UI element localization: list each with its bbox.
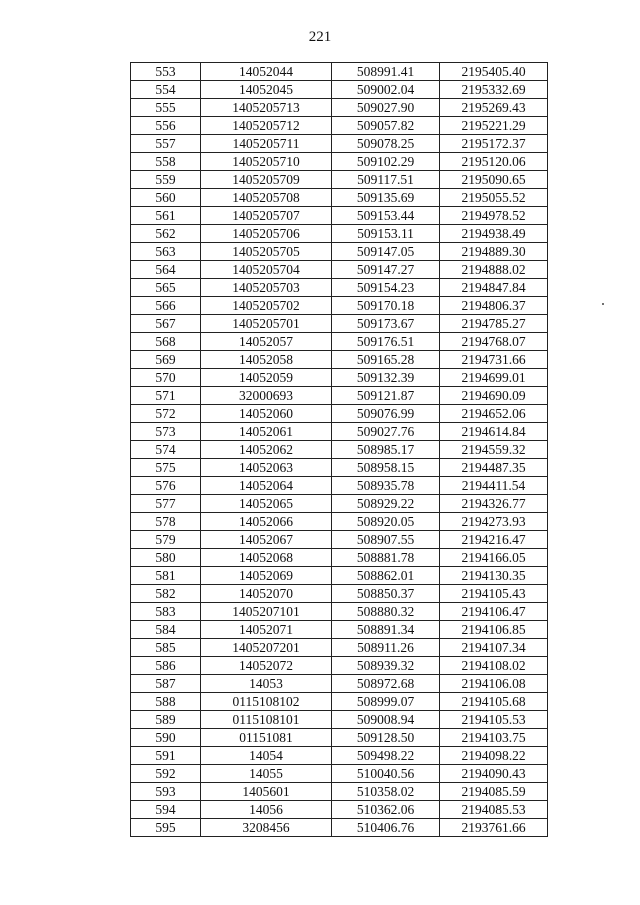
row-number-cell: 557 [131, 135, 201, 153]
row-number-cell: 570 [131, 369, 201, 387]
row-number-cell: 564 [131, 261, 201, 279]
y-coordinate-cell: 2194785.27 [440, 315, 548, 333]
point-code-cell: 14052058 [201, 351, 332, 369]
y-coordinate-cell: 2194978.52 [440, 207, 548, 225]
row-number-cell: 591 [131, 747, 201, 765]
x-coordinate-cell: 509078.25 [332, 135, 440, 153]
y-coordinate-cell: 2194103.75 [440, 729, 548, 747]
point-code-cell: 1405207201 [201, 639, 332, 657]
x-coordinate-cell: 509153.44 [332, 207, 440, 225]
y-coordinate-cell: 2195269.43 [440, 99, 548, 117]
table-row [131, 243, 548, 261]
y-coordinate-cell: 2194166.05 [440, 549, 548, 567]
y-coordinate-cell: 2194559.32 [440, 441, 548, 459]
point-code-cell: 3208456 [201, 819, 332, 837]
x-coordinate-cell: 508929.22 [332, 495, 440, 513]
table-row [131, 153, 548, 171]
row-number-cell: 584 [131, 621, 201, 639]
row-number-cell: 593 [131, 783, 201, 801]
y-coordinate-cell: 2194768.07 [440, 333, 548, 351]
table-row [131, 333, 548, 351]
table-row [131, 765, 548, 783]
row-number-cell: 581 [131, 567, 201, 585]
y-coordinate-cell: 2194216.47 [440, 531, 548, 549]
point-code-cell: 1405205704 [201, 261, 332, 279]
x-coordinate-cell: 508850.37 [332, 585, 440, 603]
point-code-cell: 14052069 [201, 567, 332, 585]
y-coordinate-cell: 2195221.29 [440, 117, 548, 135]
table-row [131, 567, 548, 585]
point-code-cell: 14052071 [201, 621, 332, 639]
x-coordinate-cell: 509498.22 [332, 747, 440, 765]
x-coordinate-cell: 508920.05 [332, 513, 440, 531]
point-code-cell: 14054 [201, 747, 332, 765]
table-row [131, 99, 548, 117]
y-coordinate-cell: 2194938.49 [440, 225, 548, 243]
x-coordinate-cell: 508907.55 [332, 531, 440, 549]
x-coordinate-cell: 508972.68 [332, 675, 440, 693]
point-code-cell: 14055 [201, 765, 332, 783]
x-coordinate-cell: 509165.28 [332, 351, 440, 369]
row-number-cell: 575 [131, 459, 201, 477]
table-row [131, 387, 548, 405]
x-coordinate-cell: 508991.41 [332, 63, 440, 81]
x-coordinate-cell: 509128.50 [332, 729, 440, 747]
page-number: 221 [308, 29, 332, 45]
point-code-cell: 1405205705 [201, 243, 332, 261]
point-code-cell: 14052057 [201, 333, 332, 351]
y-coordinate-cell: 2194108.02 [440, 657, 548, 675]
x-coordinate-cell: 509147.27 [332, 261, 440, 279]
point-code-cell: 1405205711 [201, 135, 332, 153]
table-row [131, 63, 548, 81]
y-coordinate-cell: 2194652.06 [440, 405, 548, 423]
coordinates-table-body [131, 63, 548, 837]
row-number-cell: 568 [131, 333, 201, 351]
y-coordinate-cell: 2194090.43 [440, 765, 548, 783]
x-coordinate-cell: 509154.23 [332, 279, 440, 297]
table-row [131, 783, 548, 801]
table-row [131, 801, 548, 819]
point-code-cell: 14052059 [201, 369, 332, 387]
row-number-cell: 589 [131, 711, 201, 729]
y-coordinate-cell: 2194085.53 [440, 801, 548, 819]
row-number-cell: 586 [131, 657, 201, 675]
point-code-cell: 14056 [201, 801, 332, 819]
table-row [131, 225, 548, 243]
point-code-cell: 0115108101 [201, 711, 332, 729]
y-coordinate-cell: 2195332.69 [440, 81, 548, 99]
x-coordinate-cell: 509135.69 [332, 189, 440, 207]
table-row [131, 729, 548, 747]
y-coordinate-cell: 2194888.02 [440, 261, 548, 279]
table-row [131, 369, 548, 387]
point-code-cell: 1405205708 [201, 189, 332, 207]
point-code-cell: 14052067 [201, 531, 332, 549]
table-row [131, 297, 548, 315]
point-code-cell: 14052066 [201, 513, 332, 531]
point-code-cell: 14052044 [201, 63, 332, 81]
table-row [131, 495, 548, 513]
row-number-cell: 555 [131, 99, 201, 117]
y-coordinate-cell: 2194106.85 [440, 621, 548, 639]
table-row [131, 693, 548, 711]
point-code-cell: 1405205709 [201, 171, 332, 189]
row-number-cell: 563 [131, 243, 201, 261]
x-coordinate-cell: 508880.32 [332, 603, 440, 621]
row-number-cell: 595 [131, 819, 201, 837]
x-coordinate-cell: 508939.32 [332, 657, 440, 675]
table-row [131, 513, 548, 531]
y-coordinate-cell: 2194487.35 [440, 459, 548, 477]
x-coordinate-cell: 509153.11 [332, 225, 440, 243]
row-number-cell: 561 [131, 207, 201, 225]
point-code-cell: 1405601 [201, 783, 332, 801]
row-number-cell: 576 [131, 477, 201, 495]
y-coordinate-cell: 2194105.43 [440, 585, 548, 603]
point-code-cell: 01151081 [201, 729, 332, 747]
row-number-cell: 560 [131, 189, 201, 207]
y-coordinate-cell: 2195405.40 [440, 63, 548, 81]
y-coordinate-cell: 2194273.93 [440, 513, 548, 531]
row-number-cell: 580 [131, 549, 201, 567]
x-coordinate-cell: 508911.26 [332, 639, 440, 657]
point-code-cell: 0115108102 [201, 693, 332, 711]
table-row [131, 549, 548, 567]
x-coordinate-cell: 510362.06 [332, 801, 440, 819]
point-code-cell: 14052060 [201, 405, 332, 423]
row-number-cell: 566 [131, 297, 201, 315]
row-number-cell: 583 [131, 603, 201, 621]
row-number-cell: 558 [131, 153, 201, 171]
y-coordinate-cell: 2194106.08 [440, 675, 548, 693]
point-code-cell: 14052064 [201, 477, 332, 495]
y-coordinate-cell: 2195055.52 [440, 189, 548, 207]
point-code-cell: 1405205702 [201, 297, 332, 315]
row-number-cell: 578 [131, 513, 201, 531]
x-coordinate-cell: 509121.87 [332, 387, 440, 405]
point-code-cell: 1405205703 [201, 279, 332, 297]
y-coordinate-cell: 2194699.01 [440, 369, 548, 387]
scan-speck [602, 303, 604, 305]
x-coordinate-cell: 509147.05 [332, 243, 440, 261]
table-row [131, 189, 548, 207]
point-code-cell: 1405205712 [201, 117, 332, 135]
x-coordinate-cell: 510406.76 [332, 819, 440, 837]
coordinates-table [130, 62, 548, 837]
x-coordinate-cell: 509170.18 [332, 297, 440, 315]
row-number-cell: 559 [131, 171, 201, 189]
row-number-cell: 562 [131, 225, 201, 243]
table-row [131, 441, 548, 459]
row-number-cell: 553 [131, 63, 201, 81]
y-coordinate-cell: 2194098.22 [440, 747, 548, 765]
row-number-cell: 569 [131, 351, 201, 369]
table-row [131, 171, 548, 189]
x-coordinate-cell: 509117.51 [332, 171, 440, 189]
x-coordinate-cell: 509076.99 [332, 405, 440, 423]
x-coordinate-cell: 508862.01 [332, 567, 440, 585]
x-coordinate-cell: 509102.29 [332, 153, 440, 171]
row-number-cell: 577 [131, 495, 201, 513]
x-coordinate-cell: 509027.76 [332, 423, 440, 441]
point-code-cell: 14052072 [201, 657, 332, 675]
table-row [131, 819, 548, 837]
x-coordinate-cell: 509132.39 [332, 369, 440, 387]
y-coordinate-cell: 2195120.06 [440, 153, 548, 171]
table-row [131, 657, 548, 675]
table-row [131, 675, 548, 693]
point-code-cell: 14052068 [201, 549, 332, 567]
table-row [131, 603, 548, 621]
y-coordinate-cell: 2194690.09 [440, 387, 548, 405]
row-number-cell: 588 [131, 693, 201, 711]
x-coordinate-cell: 508958.15 [332, 459, 440, 477]
row-number-cell: 556 [131, 117, 201, 135]
row-number-cell: 582 [131, 585, 201, 603]
row-number-cell: 554 [131, 81, 201, 99]
point-code-cell: 1405207101 [201, 603, 332, 621]
row-number-cell: 572 [131, 405, 201, 423]
row-number-cell: 592 [131, 765, 201, 783]
table-row [131, 585, 548, 603]
table-row [131, 639, 548, 657]
row-number-cell: 579 [131, 531, 201, 549]
row-number-cell: 571 [131, 387, 201, 405]
point-code-cell: 1405205706 [201, 225, 332, 243]
point-code-cell: 14052063 [201, 459, 332, 477]
y-coordinate-cell: 2194806.37 [440, 297, 548, 315]
point-code-cell: 14053 [201, 675, 332, 693]
point-code-cell: 14052061 [201, 423, 332, 441]
y-coordinate-cell: 2194105.68 [440, 693, 548, 711]
point-code-cell: 32000693 [201, 387, 332, 405]
table-row [131, 711, 548, 729]
table-row [131, 135, 548, 153]
point-code-cell: 1405205707 [201, 207, 332, 225]
x-coordinate-cell: 509008.94 [332, 711, 440, 729]
table-row [131, 621, 548, 639]
x-coordinate-cell: 509173.67 [332, 315, 440, 333]
y-coordinate-cell: 2194107.34 [440, 639, 548, 657]
x-coordinate-cell: 508891.34 [332, 621, 440, 639]
row-number-cell: 565 [131, 279, 201, 297]
x-coordinate-cell: 509027.90 [332, 99, 440, 117]
table-row [131, 405, 548, 423]
y-coordinate-cell: 2194130.35 [440, 567, 548, 585]
row-number-cell: 585 [131, 639, 201, 657]
table-row [131, 459, 548, 477]
y-coordinate-cell: 2194889.30 [440, 243, 548, 261]
point-code-cell: 1405205710 [201, 153, 332, 171]
table-row [131, 261, 548, 279]
x-coordinate-cell: 509002.04 [332, 81, 440, 99]
y-coordinate-cell: 2194326.77 [440, 495, 548, 513]
table-row [131, 207, 548, 225]
point-code-cell: 14052065 [201, 495, 332, 513]
table-row [131, 531, 548, 549]
table-row [131, 747, 548, 765]
point-code-cell: 14052062 [201, 441, 332, 459]
table-row [131, 423, 548, 441]
y-coordinate-cell: 2194106.47 [440, 603, 548, 621]
row-number-cell: 590 [131, 729, 201, 747]
x-coordinate-cell: 509176.51 [332, 333, 440, 351]
y-coordinate-cell: 2194614.84 [440, 423, 548, 441]
table-row [131, 315, 548, 333]
y-coordinate-cell: 2194105.53 [440, 711, 548, 729]
row-number-cell: 594 [131, 801, 201, 819]
x-coordinate-cell: 510040.56 [332, 765, 440, 783]
y-coordinate-cell: 2193761.66 [440, 819, 548, 837]
point-code-cell: 1405205713 [201, 99, 332, 117]
y-coordinate-cell: 2194847.84 [440, 279, 548, 297]
y-coordinate-cell: 2195172.37 [440, 135, 548, 153]
x-coordinate-cell: 508935.78 [332, 477, 440, 495]
table-row [131, 351, 548, 369]
y-coordinate-cell: 2194411.54 [440, 477, 548, 495]
row-number-cell: 567 [131, 315, 201, 333]
x-coordinate-cell: 508999.07 [332, 693, 440, 711]
y-coordinate-cell: 2194085.59 [440, 783, 548, 801]
point-code-cell: 14052045 [201, 81, 332, 99]
x-coordinate-cell: 508985.17 [332, 441, 440, 459]
x-coordinate-cell: 510358.02 [332, 783, 440, 801]
point-code-cell: 14052070 [201, 585, 332, 603]
y-coordinate-cell: 2195090.65 [440, 171, 548, 189]
row-number-cell: 587 [131, 675, 201, 693]
row-number-cell: 574 [131, 441, 201, 459]
table-row [131, 279, 548, 297]
table-row [131, 477, 548, 495]
x-coordinate-cell: 508881.78 [332, 549, 440, 567]
point-code-cell: 1405205701 [201, 315, 332, 333]
table-row [131, 81, 548, 99]
y-coordinate-cell: 2194731.66 [440, 351, 548, 369]
x-coordinate-cell: 509057.82 [332, 117, 440, 135]
table-row [131, 117, 548, 135]
row-number-cell: 573 [131, 423, 201, 441]
